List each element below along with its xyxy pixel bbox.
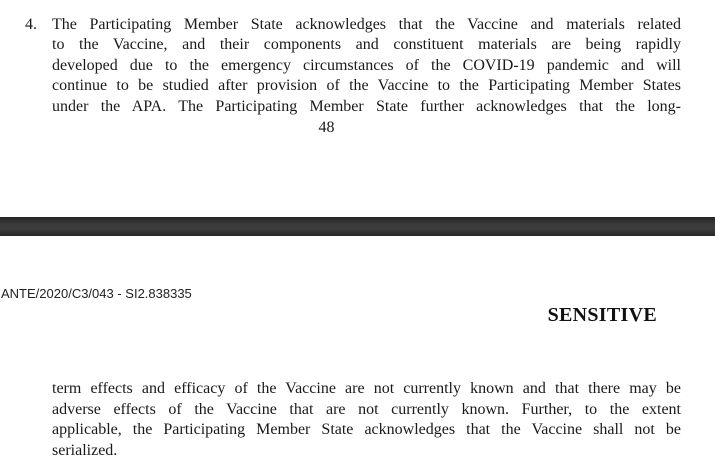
text-line: developed due to the emergency circumstances of the COVID-19 pandemic and will [52,56,681,74]
text-line: continue to be studied after provision of the Vaccine to the Participating Member States [52,77,681,95]
text-line: serialized. [52,441,118,459]
classification-marking: SENSITIVE [547,304,657,326]
page-separator-bar [0,217,715,236]
numbered-paragraph-4 [25,15,681,118]
list-number: 4. [25,15,37,33]
page-number: 48 [318,119,335,136]
text-line: applicable, the Participating Member State acknowledges that the Vaccine shall not be [52,421,681,439]
text-line: to the Vaccine, and their components and constituent materials are being rapidly [52,36,681,54]
text-line: adverse effects of the Vaccine that are not currently known. Further, to the extent [52,400,681,418]
text-line: under the APA. The Participating Member State further acknowledges that the long- [52,97,681,115]
document-reference: ANTE/2020/C3/043 - SI2.838335 [1,286,192,301]
text-line: term effects and efficacy of the Vaccine are not currently known and that there may be [52,380,681,397]
body-paragraph-continuation [52,379,681,461]
text-line: The Participating Member State acknowledges that the Vaccine and materials related [52,15,681,33]
